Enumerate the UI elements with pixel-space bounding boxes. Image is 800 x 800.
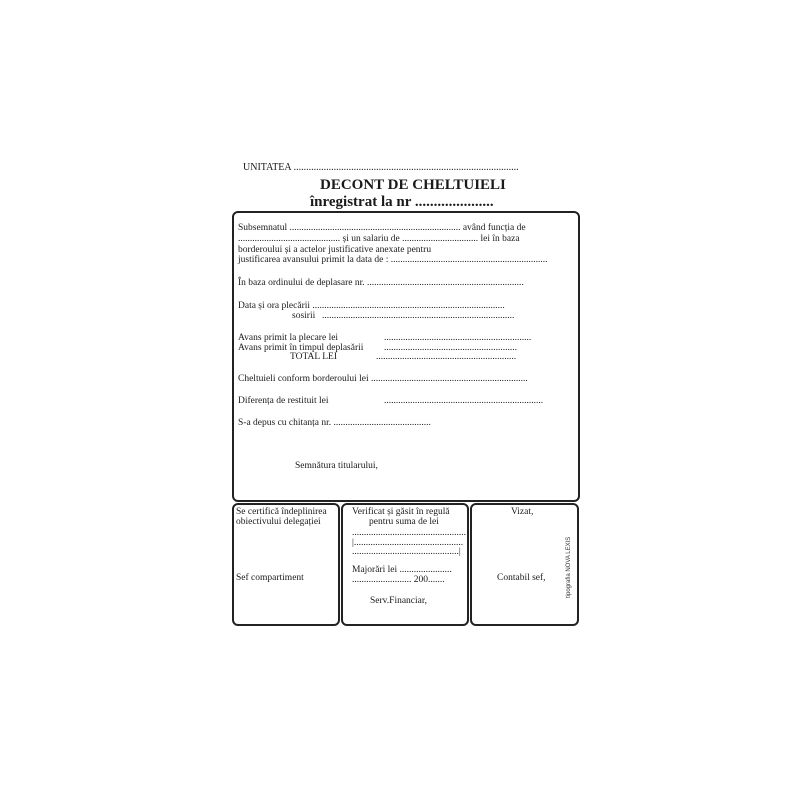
- receipt-line: S-a depus cu chitanța nr. .........................................: [238, 418, 431, 428]
- visa-label: Vizat,: [511, 507, 534, 517]
- difference-label: Diferența de restituit lei: [238, 396, 329, 406]
- department-head-label: Sef compartiment: [236, 573, 304, 583]
- certification-line2: obiectivului delegației: [236, 517, 321, 527]
- arrival-dots: .................................................................................: [322, 311, 515, 321]
- advance-departure-label: Avans primit la plecare lei: [238, 333, 339, 343]
- verified-line1: Verificat și găsit în regulă: [352, 507, 450, 517]
- total-label: TOTAL LEI: [290, 352, 337, 362]
- advance-trip-dots: ........................................................: [384, 343, 517, 353]
- document-title: DECONT DE CHELTUIELI: [320, 177, 506, 193]
- amount-dots-1: ................................................: [352, 528, 466, 538]
- difference-dots: ...................................................................: [384, 396, 544, 406]
- salary-line: ........................................... și un salariu de ................................ lei în baza: [238, 234, 520, 244]
- surcharge-label: Majorări lei ......................: [352, 565, 452, 575]
- amount-dots-2: |..............................................: [352, 538, 464, 548]
- advance-trip-label: Avans primit în timpul deplasării: [238, 343, 364, 353]
- departure-line: Data și ora plecării .................................................................................: [238, 301, 505, 311]
- advance-date-line: justificarea avansului primit la data de : ..................................................................: [238, 255, 548, 265]
- approval-box: [470, 503, 579, 626]
- arrival-label: sosirii: [292, 311, 316, 321]
- registration-line: înregistrat la nr .....................: [310, 194, 494, 210]
- documents-line: borderoului și a actelor justificative anexate pentru: [238, 245, 432, 255]
- expenses-line: Cheltuieli conform borderoului lei ..................................................................: [238, 374, 528, 384]
- chief-accountant-label: Contabil sef,: [497, 573, 546, 583]
- unit-line: UNITATEA ..........................................................................................: [243, 162, 519, 173]
- financial-service-label: Serv.Financiar,: [370, 596, 428, 606]
- holder-signature-label: Semnătura titularului,: [295, 461, 378, 471]
- certification-line1: Se certifică îndeplinirea: [236, 507, 327, 517]
- printer-imprint: tipografia NOVA LEXIS: [566, 536, 572, 598]
- advance-departure-dots: ..............................................................: [384, 333, 532, 343]
- employee-line: Subsemnatul ........................................................................ având funcția de: [238, 223, 526, 233]
- surcharge-year: ......................... 200.......: [352, 575, 445, 585]
- verified-line2: pentru suma de lei: [369, 517, 439, 527]
- travel-order-line: În baza ordinului de deplasare nr. ..................................................................: [238, 278, 524, 288]
- amount-dots-3: .............................................|: [352, 547, 461, 557]
- total-dots: ...........................................................: [376, 352, 517, 362]
